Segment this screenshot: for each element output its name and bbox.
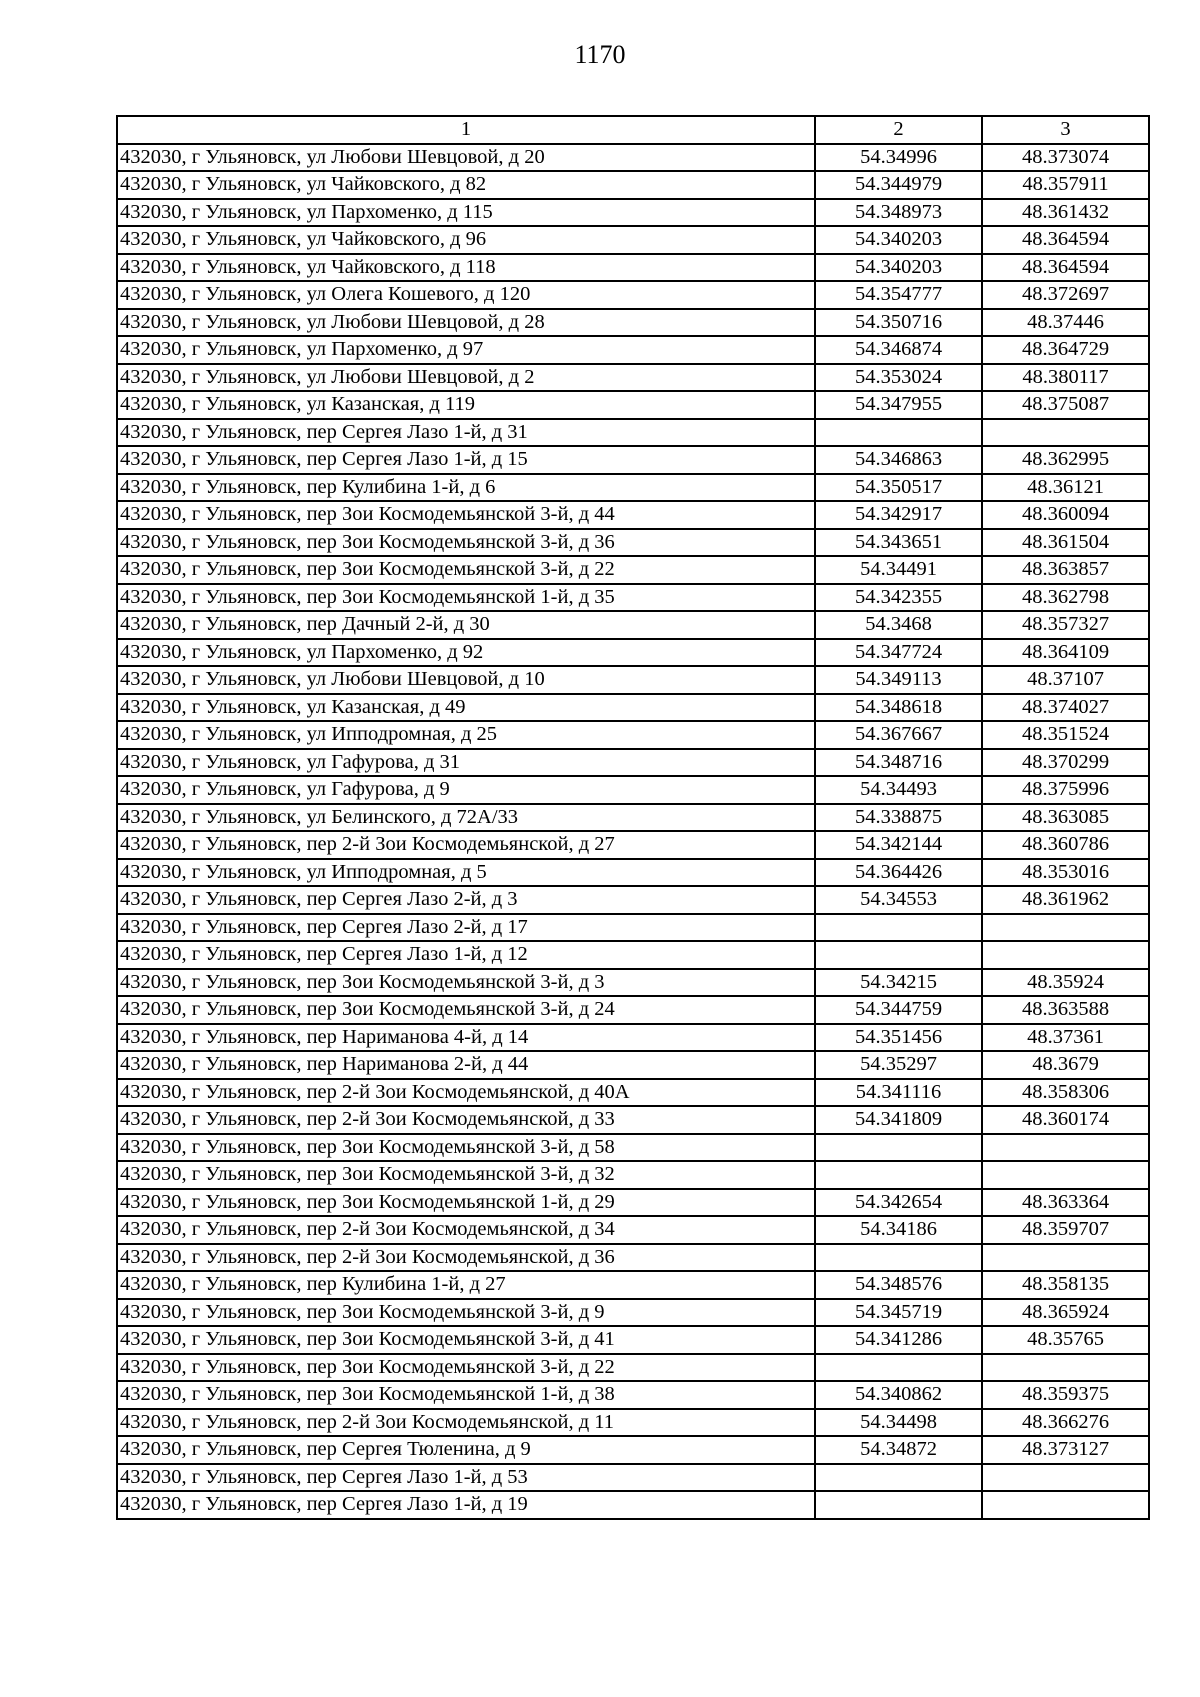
address-cell: 432030, г Ульяновск, пер Зои Космодемьянской 3-й, д 3: [117, 969, 815, 997]
longitude-cell: 48.363857: [982, 556, 1149, 584]
latitude-cell: 54.364426: [815, 859, 982, 887]
latitude-cell: 54.348973: [815, 199, 982, 227]
longitude-cell: 48.364594: [982, 254, 1149, 282]
address-cell: 432030, г Ульяновск, пер Зои Космодемьянской 3-й, д 36: [117, 529, 815, 557]
latitude-cell: 54.341809: [815, 1106, 982, 1134]
address-cell: 432030, г Ульяновск, пер Нариманова 4-й, д 14: [117, 1024, 815, 1052]
latitude-cell: 54.34493: [815, 776, 982, 804]
table-row: [117, 556, 1149, 584]
address-cell: 432030, г Ульяновск, ул Любови Шевцовой, д 20: [117, 144, 815, 172]
address-cell: 432030, г Ульяновск, пер Сергея Лазо 1-й, д 53: [117, 1464, 815, 1492]
latitude-cell: 54.345719: [815, 1299, 982, 1327]
latitude-cell: [815, 1491, 982, 1519]
longitude-cell: 48.373074: [982, 144, 1149, 172]
address-cell: 432030, г Ульяновск, ул Пархоменко, д 115: [117, 199, 815, 227]
table-row: [117, 804, 1149, 832]
latitude-cell: 54.340203: [815, 254, 982, 282]
address-cell: 432030, г Ульяновск, ул Ипподромная, д 25: [117, 721, 815, 749]
address-cell: 432030, г Ульяновск, ул Чайковского, д 96: [117, 226, 815, 254]
latitude-cell: 54.367667: [815, 721, 982, 749]
address-cell: 432030, г Ульяновск, ул Пархоменко, д 97: [117, 336, 815, 364]
latitude-cell: 54.340862: [815, 1381, 982, 1409]
table-row: [117, 226, 1149, 254]
table-row: [117, 914, 1149, 942]
column-header-address: 1: [117, 116, 815, 144]
longitude-cell: 48.359707: [982, 1216, 1149, 1244]
address-cell: 432030, г Ульяновск, пер Зои Космодемьянской 3-й, д 44: [117, 501, 815, 529]
longitude-cell: 48.359375: [982, 1381, 1149, 1409]
address-cell: 432030, г Ульяновск, пер Зои Космодемьянской 3-й, д 24: [117, 996, 815, 1024]
latitude-cell: 54.350716: [815, 309, 982, 337]
address-cell: 432030, г Ульяновск, пер 2-й Зои Космодемьянской, д 27: [117, 831, 815, 859]
table-row: [117, 281, 1149, 309]
table-header: [117, 116, 1149, 144]
address-cell: 432030, г Ульяновск, пер Нариманова 2-й, д 44: [117, 1051, 815, 1079]
address-cell: 432030, г Ульяновск, ул Казанская, д 49: [117, 694, 815, 722]
longitude-cell: 48.362995: [982, 446, 1149, 474]
address-cell: 432030, г Ульяновск, пер Кулибина 1-й, д 27: [117, 1271, 815, 1299]
latitude-cell: 54.349113: [815, 666, 982, 694]
latitude-cell: 54.353024: [815, 364, 982, 392]
table-row: [117, 1079, 1149, 1107]
table-row: [117, 1464, 1149, 1492]
longitude-cell: 48.357327: [982, 611, 1149, 639]
table-row: [117, 309, 1149, 337]
latitude-cell: 54.34996: [815, 144, 982, 172]
latitude-cell: 54.34553: [815, 886, 982, 914]
table-row: [117, 1216, 1149, 1244]
page-number: 1170: [574, 40, 626, 69]
address-cell: 432030, г Ульяновск, ул Ипподромная, д 5: [117, 859, 815, 887]
latitude-cell: 54.346874: [815, 336, 982, 364]
latitude-cell: 54.344759: [815, 996, 982, 1024]
longitude-cell: [982, 914, 1149, 942]
table-row: [117, 1161, 1149, 1189]
table-row: [117, 859, 1149, 887]
address-cell: 432030, г Ульяновск, ул Олега Кошевого, д 120: [117, 281, 815, 309]
latitude-cell: 54.354777: [815, 281, 982, 309]
address-cell: 432030, г Ульяновск, ул Белинского, д 72А/33: [117, 804, 815, 832]
longitude-cell: 48.364729: [982, 336, 1149, 364]
latitude-cell: 54.347724: [815, 639, 982, 667]
longitude-cell: 48.35924: [982, 969, 1149, 997]
longitude-cell: [982, 1134, 1149, 1162]
header-row: [117, 116, 1149, 144]
longitude-cell: 48.360786: [982, 831, 1149, 859]
latitude-cell: 54.342144: [815, 831, 982, 859]
address-cell: 432030, г Ульяновск, пер Зои Космодемьянской 1-й, д 35: [117, 584, 815, 612]
longitude-cell: 48.370299: [982, 749, 1149, 777]
longitude-cell: [982, 1161, 1149, 1189]
column-header-longitude: 3: [982, 116, 1149, 144]
latitude-cell: 54.344979: [815, 171, 982, 199]
table-row: [117, 1299, 1149, 1327]
latitude-cell: 54.341286: [815, 1326, 982, 1354]
address-cell: 432030, г Ульяновск, пер 2-й Зои Космодемьянской, д 40А: [117, 1079, 815, 1107]
latitude-cell: 54.348576: [815, 1271, 982, 1299]
longitude-cell: [982, 419, 1149, 447]
address-cell: 432030, г Ульяновск, пер Зои Космодемьянской 1-й, д 29: [117, 1189, 815, 1217]
table-row: [117, 336, 1149, 364]
longitude-cell: 48.3679: [982, 1051, 1149, 1079]
latitude-cell: 54.34491: [815, 556, 982, 584]
table-row: [117, 1189, 1149, 1217]
longitude-cell: 48.360174: [982, 1106, 1149, 1134]
address-cell: 432030, г Ульяновск, ул Чайковского, д 82: [117, 171, 815, 199]
longitude-cell: 48.372697: [982, 281, 1149, 309]
table-row: [117, 1271, 1149, 1299]
table-row: [117, 776, 1149, 804]
table-row: [117, 1326, 1149, 1354]
longitude-cell: 48.36121: [982, 474, 1149, 502]
latitude-cell: [815, 1464, 982, 1492]
address-cell: 432030, г Ульяновск, пер 2-й Зои Космодемьянской, д 34: [117, 1216, 815, 1244]
address-cell: 432030, г Ульяновск, пер 2-й Зои Космодемьянской, д 36: [117, 1244, 815, 1272]
table-row: [117, 639, 1149, 667]
longitude-cell: [982, 1244, 1149, 1272]
address-cell: 432030, г Ульяновск, ул Гафурова, д 31: [117, 749, 815, 777]
longitude-cell: 48.351524: [982, 721, 1149, 749]
table-row: [117, 171, 1149, 199]
latitude-cell: 54.3468: [815, 611, 982, 639]
address-cell: 432030, г Ульяновск, пер Сергея Лазо 1-й, д 19: [117, 1491, 815, 1519]
longitude-cell: 48.363085: [982, 804, 1149, 832]
address-cell: 432030, г Ульяновск, пер Сергея Лазо 1-й, д 12: [117, 941, 815, 969]
address-cell: 432030, г Ульяновск, ул Гафурова, д 9: [117, 776, 815, 804]
address-cell: 432030, г Ульяновск, ул Любови Шевцовой, д 28: [117, 309, 815, 337]
table-row: [117, 666, 1149, 694]
longitude-cell: 48.364109: [982, 639, 1149, 667]
table-row: [117, 364, 1149, 392]
address-cell: 432030, г Ульяновск, пер Сергея Лазо 1-й, д 31: [117, 419, 815, 447]
address-cell: 432030, г Ульяновск, ул Любови Шевцовой, д 10: [117, 666, 815, 694]
latitude-cell: [815, 1134, 982, 1162]
column-header-latitude: 2: [815, 116, 982, 144]
longitude-cell: [982, 941, 1149, 969]
table-row: [117, 1381, 1149, 1409]
longitude-cell: 48.375087: [982, 391, 1149, 419]
longitude-cell: 48.363588: [982, 996, 1149, 1024]
address-cell: 432030, г Ульяновск, пер Сергея Лазо 2-й, д 17: [117, 914, 815, 942]
table-row: [117, 1051, 1149, 1079]
table-row: [117, 1134, 1149, 1162]
table-row: [117, 1491, 1149, 1519]
address-cell: 432030, г Ульяновск, ул Любови Шевцовой, д 2: [117, 364, 815, 392]
address-cell: 432030, г Ульяновск, пер Зои Космодемьянской 1-й, д 38: [117, 1381, 815, 1409]
table-row: [117, 501, 1149, 529]
latitude-cell: 54.34186: [815, 1216, 982, 1244]
table-row: [117, 529, 1149, 557]
latitude-cell: [815, 914, 982, 942]
address-cell: 432030, г Ульяновск, ул Пархоменко, д 92: [117, 639, 815, 667]
table-row: [117, 1106, 1149, 1134]
table-row: [117, 1409, 1149, 1437]
table-row: [117, 886, 1149, 914]
longitude-cell: 48.373127: [982, 1436, 1149, 1464]
table-row: [117, 1244, 1149, 1272]
longitude-cell: 48.358135: [982, 1271, 1149, 1299]
table-row: [117, 391, 1149, 419]
longitude-cell: 48.361504: [982, 529, 1149, 557]
address-cell: 432030, г Ульяновск, пер 2-й Зои Космодемьянской, д 33: [117, 1106, 815, 1134]
table-row: [117, 996, 1149, 1024]
table-row: [117, 1436, 1149, 1464]
table-row: [117, 749, 1149, 777]
latitude-cell: 54.35297: [815, 1051, 982, 1079]
address-cell: 432030, г Ульяновск, пер Сергея Тюленина, д 9: [117, 1436, 815, 1464]
latitude-cell: 54.34872: [815, 1436, 982, 1464]
longitude-cell: 48.365924: [982, 1299, 1149, 1327]
longitude-cell: 48.375996: [982, 776, 1149, 804]
table-row: [117, 584, 1149, 612]
latitude-cell: [815, 1244, 982, 1272]
address-cell: 432030, г Ульяновск, пер Зои Космодемьянской 3-й, д 22: [117, 1354, 815, 1382]
latitude-cell: 54.350517: [815, 474, 982, 502]
address-cell: 432030, г Ульяновск, пер Сергея Лазо 1-й, д 15: [117, 446, 815, 474]
address-cell: 432030, г Ульяновск, пер Сергея Лазо 2-й, д 3: [117, 886, 815, 914]
longitude-cell: 48.361432: [982, 199, 1149, 227]
table-row: [117, 694, 1149, 722]
address-cell: 432030, г Ульяновск, пер Зои Космодемьянской 3-й, д 32: [117, 1161, 815, 1189]
longitude-cell: 48.357911: [982, 171, 1149, 199]
address-cell: 432030, г Ульяновск, пер Зои Космодемьянской 3-й, д 58: [117, 1134, 815, 1162]
latitude-cell: 54.338875: [815, 804, 982, 832]
latitude-cell: 54.351456: [815, 1024, 982, 1052]
address-cell: 432030, г Ульяновск, пер Зои Космодемьянской 3-й, д 22: [117, 556, 815, 584]
longitude-cell: 48.37361: [982, 1024, 1149, 1052]
latitude-cell: [815, 941, 982, 969]
longitude-cell: [982, 1354, 1149, 1382]
address-cell: 432030, г Ульяновск, пер Зои Космодемьянской 3-й, д 41: [117, 1326, 815, 1354]
longitude-cell: 48.364594: [982, 226, 1149, 254]
longitude-cell: [982, 1491, 1149, 1519]
address-coordinates-table: [116, 115, 1150, 1520]
longitude-cell: 48.361962: [982, 886, 1149, 914]
table-body: [117, 144, 1149, 1519]
longitude-cell: 48.358306: [982, 1079, 1149, 1107]
table-row: [117, 419, 1149, 447]
longitude-cell: 48.362798: [982, 584, 1149, 612]
longitude-cell: 48.37446: [982, 309, 1149, 337]
latitude-cell: 54.343651: [815, 529, 982, 557]
latitude-cell: 54.34498: [815, 1409, 982, 1437]
address-cell: 432030, г Ульяновск, пер Зои Космодемьянской 3-й, д 9: [117, 1299, 815, 1327]
longitude-cell: 48.37107: [982, 666, 1149, 694]
table-row: [117, 969, 1149, 997]
latitude-cell: 54.348618: [815, 694, 982, 722]
table-row: [117, 611, 1149, 639]
address-cell: 432030, г Ульяновск, ул Казанская, д 119: [117, 391, 815, 419]
table-row: [117, 199, 1149, 227]
table-row: [117, 144, 1149, 172]
longitude-cell: 48.363364: [982, 1189, 1149, 1217]
longitude-cell: 48.366276: [982, 1409, 1149, 1437]
latitude-cell: [815, 419, 982, 447]
table-row: [117, 446, 1149, 474]
longitude-cell: 48.353016: [982, 859, 1149, 887]
latitude-cell: 54.341116: [815, 1079, 982, 1107]
latitude-cell: 54.346863: [815, 446, 982, 474]
table-row: [117, 1354, 1149, 1382]
table-row: [117, 254, 1149, 282]
latitude-cell: 54.347955: [815, 391, 982, 419]
longitude-cell: 48.360094: [982, 501, 1149, 529]
address-cell: 432030, г Ульяновск, ул Чайковского, д 118: [117, 254, 815, 282]
latitude-cell: [815, 1354, 982, 1382]
address-cell: 432030, г Ульяновск, пер Дачный 2-й, д 30: [117, 611, 815, 639]
table-row: [117, 721, 1149, 749]
table-row: [117, 1024, 1149, 1052]
longitude-cell: [982, 1464, 1149, 1492]
longitude-cell: 48.380117: [982, 364, 1149, 392]
address-cell: 432030, г Ульяновск, пер 2-й Зои Космодемьянской, д 11: [117, 1409, 815, 1437]
latitude-cell: 54.342654: [815, 1189, 982, 1217]
latitude-cell: 54.340203: [815, 226, 982, 254]
table-row: [117, 941, 1149, 969]
latitude-cell: 54.342917: [815, 501, 982, 529]
latitude-cell: 54.348716: [815, 749, 982, 777]
longitude-cell: 48.35765: [982, 1326, 1149, 1354]
latitude-cell: 54.34215: [815, 969, 982, 997]
latitude-cell: 54.342355: [815, 584, 982, 612]
longitude-cell: 48.374027: [982, 694, 1149, 722]
table-row: [117, 474, 1149, 502]
address-cell: 432030, г Ульяновск, пер Кулибина 1-й, д 6: [117, 474, 815, 502]
latitude-cell: [815, 1161, 982, 1189]
table-row: [117, 831, 1149, 859]
